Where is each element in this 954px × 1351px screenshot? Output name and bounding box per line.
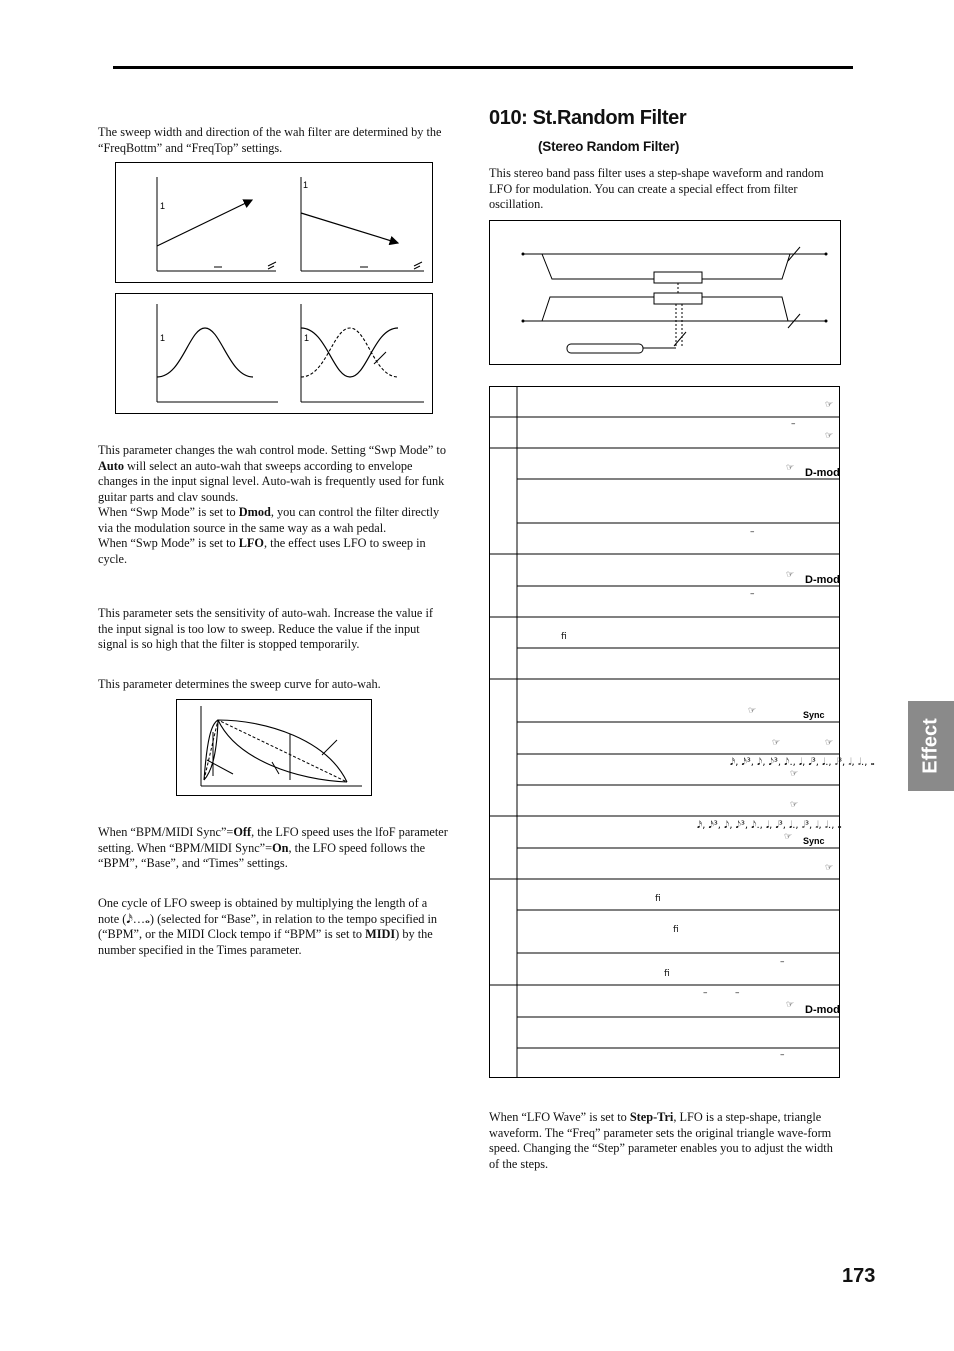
dmod-icon xyxy=(805,1000,839,1014)
effect-intro-text: This stereo band pass filter uses a step-shape waveform and random LFO for modulation. You can create a special effect from filter oscillation. xyxy=(489,166,824,211)
dash-mark: – xyxy=(735,988,740,998)
section-tab-label: Effect xyxy=(919,718,942,774)
note-values: 𝅘𝅥𝅯, 𝅘𝅥𝅯³, 𝅘𝅥𝅮, 𝅘𝅥𝅮³, 𝅘𝅥𝅮., 𝅘𝅥, 𝅘𝅥³, 𝅘𝅥., 𝅗𝅥³, 𝅗𝅥, 𝅗𝅥., 𝅝 xyxy=(730,757,875,768)
block-diagram xyxy=(489,220,841,365)
dash-mark: – xyxy=(791,419,796,429)
page-number: 173 xyxy=(842,1265,876,1287)
dash-mark: – xyxy=(703,988,708,998)
dmod-icon xyxy=(805,570,839,584)
sweep-direction-diagram xyxy=(115,162,433,283)
reference-icon: ☞ xyxy=(772,738,781,748)
reference-icon: ☞ xyxy=(786,570,795,580)
sync-label: Sync xyxy=(803,710,825,720)
dash-mark: – xyxy=(780,1050,785,1060)
lfo-cycle-text: One cycle of LFO sweep is obtained by multiplying the length of a note (𝅘𝅥𝅯…𝅝) (selected for “Base”, in relation to the tempo specified in (“BPM”, or the MIDI Clock tempo if “BPM” is set to MIDI) by the number specified in the Times parameter. xyxy=(98,896,438,957)
bpm-sync-text: When “BPM/MIDI Sync”=Off, the LFO speed uses the lfoF parameter setting. When “BPM/MIDI Sync”=On, the LFO speed follows the “BPM”, “Base”, and “Times” settings. xyxy=(98,825,448,870)
dash-mark: – xyxy=(750,527,755,537)
reference-icon: ☞ xyxy=(790,800,799,810)
reference-icon: ☞ xyxy=(748,706,757,716)
reference-icon: ☞ xyxy=(790,769,799,779)
dmod-icon xyxy=(805,463,839,477)
ligature-mark: ﬁ xyxy=(673,925,679,935)
reference-icon: ☞ xyxy=(825,400,834,410)
dmod-label: D-mod xyxy=(805,1004,839,1014)
sync-icon xyxy=(803,832,837,846)
diagram-axis-mark: 1 xyxy=(304,333,310,343)
diagram-axis-mark: 1 xyxy=(303,180,309,190)
sweep-curve-diagram xyxy=(176,699,372,796)
reference-icon: ☞ xyxy=(786,1000,795,1010)
effect-subtitle: (Stereo Random Filter) xyxy=(538,139,680,154)
header-rule xyxy=(113,66,853,69)
dmod-label: D-mod xyxy=(805,574,839,584)
lfo-sweep-diagram xyxy=(115,293,433,414)
reference-icon: ☞ xyxy=(825,863,834,873)
reference-icon: ☞ xyxy=(825,431,834,441)
effect-title: 010: St.Random Filter xyxy=(489,107,687,129)
diagram-axis-mark: 1 xyxy=(160,201,166,211)
sweep-curve-text: This parameter determines the sweep curve for auto-wah. xyxy=(98,677,381,691)
swp-mode-text: This parameter changes the wah control mode. Setting “Swp Mode” to Auto will select an auto-wah that sweeps according to envelope changes in the input signal level. Auto-wah is frequently used for funk guitar parts and clav sounds. When “Swp Mode” is set to Dmod, you can control the filter directly via the modulation source in the same way as a wah pedal. When “Swp Mode” is set to LFO, the effect uses LFO to sweep in cycle. xyxy=(98,443,446,566)
dmod-label: D-mod xyxy=(805,467,839,477)
section-tab-effect[interactable] xyxy=(908,701,954,791)
sweep-width-text: The sweep width and direction of the wah filter are determined by the “FreqBottm” and “FreqTop” settings. xyxy=(98,125,442,155)
reference-icon: ☞ xyxy=(825,738,834,748)
ligature-mark: ﬁ xyxy=(664,969,670,979)
dash-mark: – xyxy=(750,589,755,599)
dash-mark: – xyxy=(780,957,785,967)
reference-icon: ☞ xyxy=(784,832,793,842)
step-tri-text: When “LFO Wave” is set to Step-Tri, LFO is a step-shape, triangle waveform. The “Freq” parameter sets the original triangle wave-form speed. Changing the “Step” parameter enables you to adjust the width of the steps. xyxy=(489,1110,833,1171)
ligature-mark: ﬁ xyxy=(561,632,567,642)
sensitivity-text: This parameter sets the sensitivity of auto-wah. Increase the value if the input signal is too low to sweep. Reduce the value if the input signal is so high that the filter is stopped temporarily. xyxy=(98,606,433,651)
ligature-mark: ﬁ xyxy=(655,894,661,904)
sync-label: Sync xyxy=(803,836,825,846)
reference-icon: ☞ xyxy=(786,463,795,473)
sync-icon xyxy=(803,706,837,720)
note-values: 𝅘𝅥𝅯, 𝅘𝅥𝅯³, 𝅘𝅥𝅮, 𝅘𝅥𝅮³, 𝅘𝅥𝅮., 𝅘𝅥, 𝅘𝅥³, 𝅘𝅥., 𝅗𝅥³, 𝅗𝅥, 𝅗𝅥., 𝅝 xyxy=(697,820,842,831)
diagram-axis-mark: 1 xyxy=(160,333,166,343)
